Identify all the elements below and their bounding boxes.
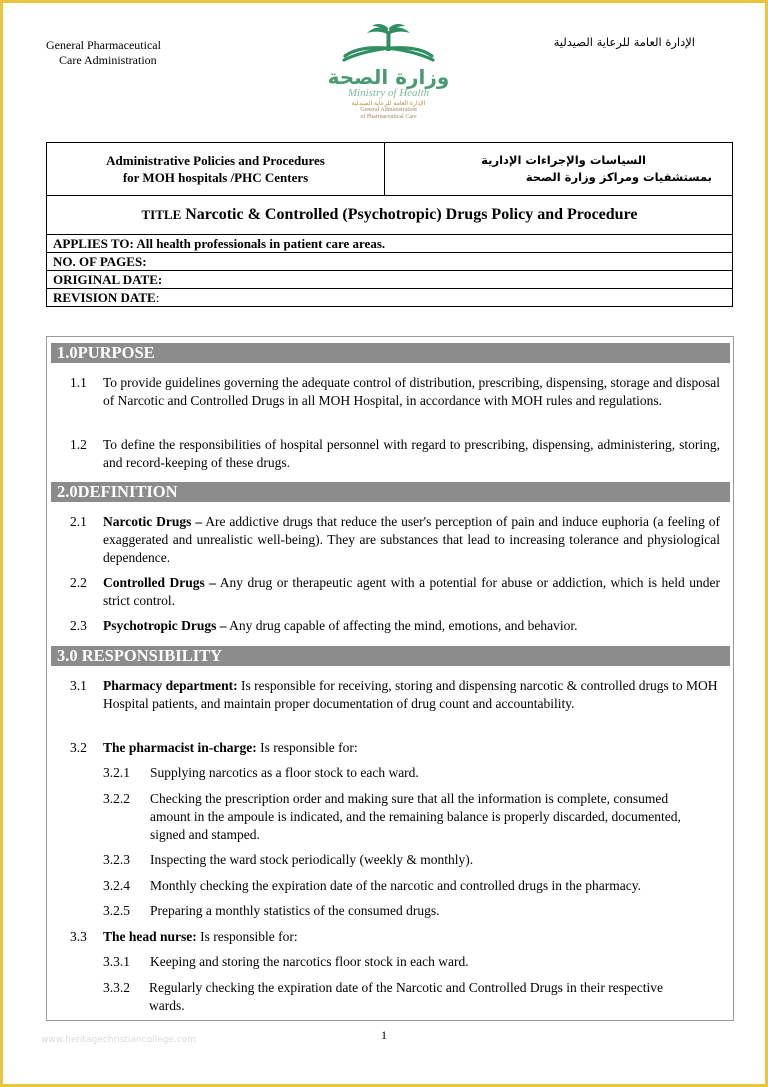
- pharmacist-sub-1-number: 3.2.1: [103, 765, 130, 780]
- definition-desc-narcotic: Are addictive drugs that reduce the user's perception of pain and induce euphoria (a feeling of exaggerated and unrealistic well-being). They are substances that lead to increasing tolerance and physiological dependence.: [103, 514, 720, 565]
- responsibility-item-1-text: [103, 677, 720, 713]
- pharmacist-sub-4-number: 3.2.4: [103, 878, 130, 893]
- definition-item-1-number: 2.1: [70, 514, 87, 529]
- palm-swords-emblem-icon: [321, 23, 456, 67]
- responsibility-item-3-number: 3.3: [70, 929, 87, 944]
- title-label: TITLE: [141, 207, 182, 222]
- policy-english-line1: Administrative Policies and Procedures: [106, 153, 325, 168]
- applies-to-row: APPLIES TO: All health professionals in patient care areas.: [47, 235, 733, 253]
- pharmacist-sub-1-text: Supplying narcotics as a floor stock to each ward.: [150, 765, 419, 780]
- definition-term-narcotic: Narcotic Drugs –: [103, 514, 203, 529]
- pharmacist-sub-3-number: 3.2.3: [103, 852, 130, 867]
- responsibility-item-2-number: 3.2: [70, 740, 87, 755]
- pharmacist-sub-3-text: Inspecting the ward stock periodically (weekly & monthly).: [150, 852, 474, 867]
- logo-sub-arabic: الإدارة العامة للرعاية الصيدلية: [351, 100, 426, 107]
- responsibility-item-2-text: [103, 739, 720, 757]
- pharmacist-sub-4-text: Monthly checking the expiration date of the narcotic and controlled drugs in the pharmacy.: [150, 878, 641, 893]
- ministry-logo: [321, 23, 456, 123]
- responsibility-term-head-nurse: The head nurse:: [103, 929, 197, 944]
- section-definition-heading: 2.0DEFINITION: [51, 482, 730, 502]
- nurse-sub-1-text: Keeping and storing the narcotics floor stock in each ward.: [150, 954, 469, 969]
- section-responsibility-heading: 3.0 RESPONSIBILITY: [51, 646, 730, 666]
- responsibility-desc-pharmacist: Is responsible for:: [256, 740, 358, 755]
- nurse-sub-2-number: 3.3.2: [103, 980, 130, 995]
- no-of-pages-row: NO. OF PAGES:: [47, 253, 733, 271]
- responsibility-item-3-text: [103, 928, 720, 946]
- watermark: www.heritagechristiancollege.com: [41, 1035, 196, 1045]
- definition-item-3-text: [103, 617, 720, 635]
- policy-content: [46, 336, 734, 1021]
- purpose-item-1-text: To provide guidelines governing the adequate control of distribution, prescribing, dispensing, storage and disposal of Narcotic and Controlled Drugs in all MOH Hospital, in accordance with MOH rules and regulations.: [103, 375, 720, 408]
- header-left: [46, 38, 161, 68]
- definition-item-1-text: [103, 513, 720, 567]
- page-number: 1: [381, 1028, 387, 1042]
- policy-title: Narcotic & Controlled (Psychotropic) Drugs Policy and Procedure: [185, 206, 638, 223]
- logo-sub-english-line2: of Pharmaceutical Care: [360, 114, 417, 120]
- document-page: [3, 3, 765, 1084]
- definition-item-3-number: 2.3: [70, 618, 87, 633]
- revision-date-row: [47, 289, 733, 307]
- nurse-sub-1-number: 3.3.1: [103, 954, 130, 969]
- policy-title-cell: [47, 196, 733, 235]
- policy-meta-table: [46, 142, 733, 307]
- pharmacist-sub-2-text: Checking the prescription order and making sure that all the information is complete, consumed amount in the ampoule is indicated, and the remaining balance is properly discarded, documented, signed and stamped.: [150, 791, 681, 842]
- logo-arabic-name: وزارة الصحة: [327, 65, 450, 89]
- purpose-item-1-number: 1.1: [70, 375, 87, 390]
- revision-date-colon: :: [155, 289, 160, 305]
- responsibility-desc-pharmacy: Is responsible for receiving, storing and dispensing narcotic & controlled drugs to MOH Hospital patients, and maintain proper documentation of drug count and accountability.: [103, 678, 718, 711]
- logo-sub-english-line1: General Administration: [360, 107, 417, 113]
- policy-english-line2: for MOH hospitals /PHC Centers: [122, 170, 309, 185]
- definition-desc-controlled: Any drug or therapeutic agent with a potential for abuse or addiction, which is held under strict control.: [103, 575, 720, 608]
- original-date-row: ORIGINAL DATE:: [47, 271, 733, 289]
- definition-desc-psychotropic: Any drug capable of affecting the mind, emotions, and behavior.: [226, 618, 578, 633]
- section-purpose-heading: 1.0PURPOSE: [51, 343, 730, 363]
- policy-arabic-line2: بمستشفيات ومراكز وزارة الصحة: [525, 170, 712, 184]
- responsibility-term-pharmacist: The pharmacist in-charge:: [103, 740, 257, 755]
- nurse-sub-2-text: Regularly checking the expiration date of the Narcotic and Controlled Drugs in their respective wards.: [149, 980, 663, 1013]
- revision-date-label: REVISION DATE: [53, 289, 156, 305]
- purpose-item-2-text: To define the responsibilities of hospital personnel with regard to prescribing, dispensing, administering, storing, and record-keeping of these drugs.: [103, 437, 720, 470]
- responsibility-desc-head-nurse: Is responsible for:: [196, 929, 298, 944]
- header-left-line2: Care Administration: [59, 53, 157, 67]
- policy-arabic-line1: السياسات والإجراءات الإدارية: [481, 153, 646, 167]
- logo-sub-english: [321, 107, 456, 121]
- pharmacist-sub-5-number: 3.2.5: [103, 903, 130, 918]
- responsibility-term-pharmacy: Pharmacy department:: [103, 678, 238, 693]
- logo-english-name: Ministry of Health: [347, 87, 430, 99]
- pharmacist-sub-2-number: 3.2.2: [103, 791, 130, 806]
- responsibility-item-1-number: 3.1: [70, 678, 87, 693]
- purpose-item-2-number: 1.2: [70, 437, 87, 452]
- definition-item-2-text: [103, 574, 720, 610]
- definition-term-controlled: Controlled Drugs –: [103, 575, 216, 590]
- definition-item-2-number: 2.2: [70, 575, 87, 590]
- pharmacist-sub-5-text: Preparing a monthly statistics of the consumed drugs.: [150, 903, 440, 918]
- definition-term-psychotropic: Psychotropic Drugs –: [103, 618, 227, 633]
- policy-arabic-cell: [385, 143, 733, 196]
- policy-english-cell: [47, 143, 385, 196]
- header-right-arabic: الإدارة العامة للرعاية الصيدلية: [553, 35, 695, 49]
- header-left-line1: General Pharmaceutical: [46, 38, 161, 52]
